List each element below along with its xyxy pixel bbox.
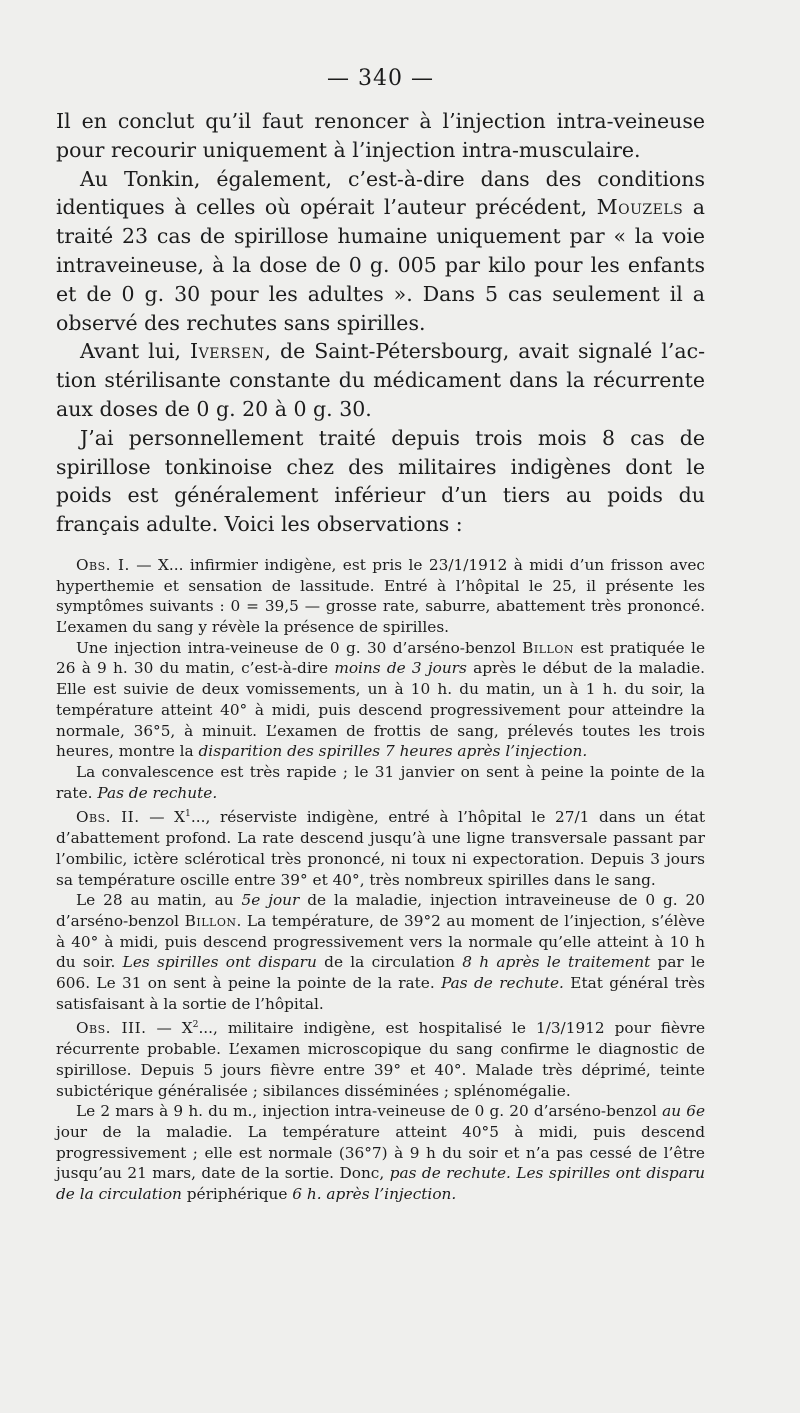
- obs3-label: Obs. III.: [76, 1019, 147, 1038]
- obs1-billon: Billon: [522, 638, 574, 657]
- obs3-superscript: 2: [192, 1019, 199, 1031]
- obs2-p2-text-a: Le 28 au matin, au: [76, 891, 242, 910]
- obs3-p2-text-b: jour de la maladie. La température atteint 40°5 à midi, puis descend progressivement ; elle est normale (36°7) à 9 h du soir et n’a pas cessé de l’être jusqu’au 21 mars, date de la sortie. Donc,: [56, 1122, 705, 1183]
- obs2-p2-text-f: Etat général très satisfaisant à la sortie de l’hôpital.: [56, 974, 706, 1013]
- obs1-p2-text-c: après le début de la maladie. Elle est suivie de deux vomissements, un à 10 h. du matin, un à 1 h. du soir, la température atteint 40° à midi, puis descend progressivement pour atteindre la normale, 36°5, à minuit. L’examen de frottis de sang, prélevés toutes les trois heures, montre la: [56, 659, 705, 761]
- obs2-paragraph-2: [56, 890, 705, 1014]
- obs1-p1-text: — X... infirmier indigène, est pris le 23/1/1912 à midi d’un frisson avec hyperthemie et sensation de lassitude. Entré à l’hôpital le 25, il présente les symptômes suivants : 0 = 39,5 — grosse rate, saburre, abattement très prononcé. L’examen du sang y révèle la présence de spirilles.: [56, 555, 705, 637]
- obs2-p2-em-3: 8 h après le traitement: [462, 953, 651, 972]
- obs2-p2-text-e: par le 606. Le 31 on sent à peine la pointe de la rate.: [56, 953, 705, 993]
- obs3-p2-em-1: au 6e: [662, 1102, 705, 1121]
- intro-p3-text-a: Avant lui,: [80, 339, 190, 364]
- intro-p2-text-a: Au Tonkin, également, c’est-à-dire dans des conditions identiques à celles où opérait l’auteur précédent,: [56, 166, 705, 220]
- obs1-p2-text-b: est pratiquée le 26 à 9 h. 30 du matin, c’est-à-dire: [56, 638, 705, 678]
- obs3-p2-em-3: 6 h. après l’injection.: [292, 1185, 457, 1204]
- intro-p3-text-b: , de Saint-Pétersbourg, avait signalé l’action stérilisante constante du médicament dans la récurrente aux doses de 0 g. 20 à 0 g. 30.: [56, 339, 705, 421]
- obs1-label: Obs. I.: [76, 555, 130, 574]
- obs3-p1-text-a: — X: [146, 1019, 193, 1038]
- obs1-p3-text: La convalescence est très rapide ; le 31 janvier on sent à peine la pointe de la rate.: [56, 762, 705, 802]
- obs2-p2-text-d: de la circulation: [316, 953, 463, 972]
- obs1-p2-em-2: disparition des spirilles 7 heures après l’injection.: [198, 742, 588, 761]
- obs2-p2-em-1: 5e jour: [241, 891, 300, 910]
- obs2-p2-em-2: Les spirilles ont disparu: [122, 953, 317, 972]
- obs2-paragraph-1: [56, 807, 705, 890]
- obs3-p2-em-2: pas de rechute. Les spirilles ont disparu de la circulation: [56, 1164, 705, 1204]
- obs2-superscript: 1: [185, 808, 191, 820]
- intro-paragraph-4: J’ai personnellement traité depuis trois mois 8 cas de spirillose tonkinoise chez des militaires indigènes dont le poids est généralement inférieur d’un tiers au poids du français adulte. Voici les observations :: [56, 425, 705, 537]
- obs1-paragraph-2: [56, 638, 705, 762]
- intro-paragraph-2: [56, 165, 705, 338]
- obs2-p2-text-c: . La température, de 39°2 au moment de l’injection, s’élève à 40° à midi, puis descend progressivement vers la normale qu’elle atteint à 10 h du soir.: [56, 911, 705, 972]
- obs2-p1-text-a: — X: [139, 808, 186, 827]
- observations-section: [56, 555, 705, 1205]
- obs1-p3-em: Pas de rechute.: [97, 783, 218, 802]
- obs1-paragraph-3: [56, 762, 705, 803]
- author-iversen: Iversen: [190, 339, 265, 364]
- document-page: [0, 66, 800, 1413]
- obs2-label: Obs. II.: [76, 808, 140, 827]
- obs1-paragraph-1: [56, 555, 705, 638]
- obs3-p1-text-b: ..., militaire indigène, est hospitalisé le 1/3/1912 pour fièvre récurrente probable. L’examen microscopique du sang confirme le diagnostic de spirillose. Depuis 5 jours fièvre entre 39° et 40°. Malade très déprimé, teinte subictérique généralisée ; sibilances disséminées ; splénomégalie.: [56, 1019, 705, 1100]
- author-mouzels: Mouzels: [596, 195, 684, 220]
- intro-paragraph-3: [56, 337, 705, 423]
- obs2-p2-em-4: Pas de rechute.: [441, 974, 564, 993]
- obs3-p2-text-c: périphérique: [181, 1185, 293, 1204]
- obs1-p2-text-a: Une injection intra-veineuse de 0 g. 30 d’arséno-benzol: [76, 638, 523, 657]
- intro-section: [56, 107, 705, 539]
- obs3-p2-text-a: Le 2 mars à 9 h. du m., injection intra-veineuse de 0 g. 20 d’arséno-benzol: [76, 1102, 663, 1121]
- obs1-p2-em-1: moins de 3 jours: [334, 659, 467, 678]
- obs2-p2-text-b: de la maladie, injection intraveineuse de 0 g. 20 d’arséno-benzol: [56, 891, 706, 930]
- obs3-paragraph-1: [56, 1018, 705, 1101]
- obs3-paragraph-2: [56, 1101, 705, 1205]
- intro-paragraph-1: Il en conclut qu’il faut renoncer à l’injection intra-veineuse pour recourir uniquement à l’injection intra-musculaire.: [56, 109, 705, 162]
- page-number: — 340 —: [327, 66, 434, 91]
- obs2-p1-text-b: ..., réserviste indigène, entré à l’hôpital le 27/1 dans un état d’abattement profond. La rate descend jusqu’à une ligne transversale passant par l’ombilic, ictère sclérotical très prononcé, ni toux ni expectoration. Depuis 3 jours sa température oscille entre 39° et 40°, très nombreux spirilles dans le sang.: [56, 808, 705, 889]
- obs2-billon: Billon: [184, 911, 237, 930]
- intro-p2-text-b: a traité 23 cas de spirillose humaine uniquement par « la voie intraveineuse, à la dose de 0 g. 005 par kilo pour les enfants et de 0 g. 30 pour les adultes ». Dans 5 cas seulement il a observé des rechutes sans spirilles.: [56, 195, 705, 335]
